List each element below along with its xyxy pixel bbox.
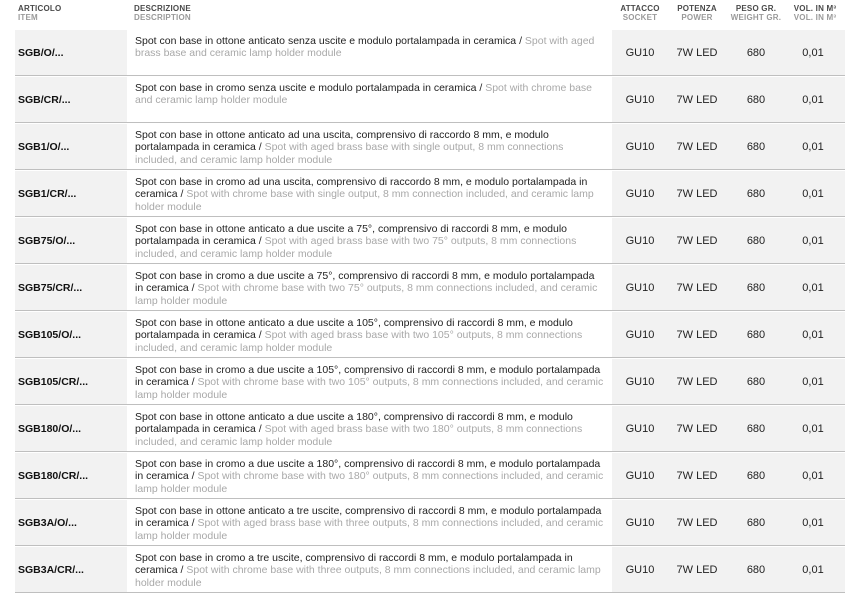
item-socket: GU10 xyxy=(625,564,655,576)
item-code: SGB3A/CR/... xyxy=(18,564,84,576)
item-description xyxy=(135,223,605,260)
header-desc-it: DESCRIZIONE xyxy=(134,4,191,13)
item-description xyxy=(135,505,605,542)
header-weight-it: PESO GR. xyxy=(735,4,777,13)
item-weight: 680 xyxy=(746,141,766,153)
item-volume: 0,01 xyxy=(802,423,824,435)
item-volume: 0,01 xyxy=(802,47,824,59)
description-italian: Spot con base in cromo a due uscite a 75°, comprensivo di raccordi 8 mm, e modulo portalampada in ceramica / xyxy=(135,270,595,295)
row-divider xyxy=(15,451,845,452)
item-code: SGB180/CR/... xyxy=(18,470,89,482)
item-socket: GU10 xyxy=(625,235,655,247)
item-description xyxy=(135,270,605,307)
item-volume: 0,01 xyxy=(802,94,824,106)
item-code: SGB1/O/... xyxy=(18,141,70,153)
table-row xyxy=(0,171,845,217)
header-socket-en: SOCKET xyxy=(622,13,658,22)
item-socket: GU10 xyxy=(625,470,655,482)
item-code: SGB75/O/... xyxy=(18,235,76,247)
item-code: SGB105/O/... xyxy=(18,329,82,341)
item-weight: 680 xyxy=(746,423,766,435)
item-description xyxy=(135,552,605,589)
item-power: 7W LED xyxy=(676,376,718,388)
item-weight: 680 xyxy=(746,282,766,294)
header-desc-en: DESCRIPTION xyxy=(134,13,191,22)
header-description xyxy=(134,4,191,22)
table-row xyxy=(0,218,845,264)
item-description xyxy=(135,82,605,107)
table-row xyxy=(0,359,845,405)
description-italian: Spot con base in ottone anticato a due uscite a 75°, comprensivo di raccordi 8 mm, e modulo portalampada in ceramica / xyxy=(135,223,568,248)
item-power: 7W LED xyxy=(676,423,718,435)
header-vol-it: VOL. IN M³ xyxy=(793,4,837,13)
table-row xyxy=(0,406,845,452)
item-power: 7W LED xyxy=(676,470,718,482)
item-socket: GU10 xyxy=(625,517,655,529)
item-power: 7W LED xyxy=(676,564,718,576)
description-english: Spot with aged brass base with two 75° outputs, 8 mm connections included, and ceramic lamp holder module xyxy=(135,235,577,260)
header-item-en: ITEM xyxy=(18,13,38,22)
header-item-it: ARTICOLO xyxy=(18,4,62,13)
item-socket: GU10 xyxy=(625,141,655,153)
row-divider xyxy=(15,310,845,311)
table-row xyxy=(0,547,845,593)
item-power: 7W LED xyxy=(676,47,718,59)
description-english: Spot with aged brass base with two 105° outputs, 8 mm connections included, and ceramic lamp holder module xyxy=(135,329,583,354)
item-power: 7W LED xyxy=(676,141,718,153)
description-italian: Spot con base in ottone anticato senza uscite e modulo portalampada in ceramica / xyxy=(135,35,522,47)
item-code: SGB180/O/... xyxy=(18,423,82,435)
row-divider xyxy=(15,404,845,405)
item-power: 7W LED xyxy=(676,517,718,529)
item-description xyxy=(135,364,605,401)
item-socket: GU10 xyxy=(625,47,655,59)
description-english: Spot with chrome base with two 75° outputs, 8 mm connections included, and ceramic lamp holder module xyxy=(135,282,598,307)
item-power: 7W LED xyxy=(676,188,718,200)
item-volume: 0,01 xyxy=(802,517,824,529)
item-code: SGB3A/O/... xyxy=(18,517,77,529)
item-description xyxy=(135,317,605,354)
item-power: 7W LED xyxy=(676,282,718,294)
description-english: Spot with aged brass base with single output, 8 mm connections included, and ceramic lamp holder module xyxy=(135,141,564,166)
description-english: Spot with aged brass base with two 180° outputs, 8 mm connections included, and ceramic lamp holder module xyxy=(135,423,583,448)
item-volume: 0,01 xyxy=(802,470,824,482)
item-weight: 680 xyxy=(746,47,766,59)
description-italian: Spot con base in cromo senza uscite e modulo portalampada in ceramica / xyxy=(135,82,483,94)
item-power: 7W LED xyxy=(676,329,718,341)
item-code: SGB75/CR/... xyxy=(18,282,83,294)
description-english: Spot with chrome base and ceramic lamp holder module xyxy=(135,82,593,107)
item-description xyxy=(135,458,605,495)
item-code: SGB105/CR/... xyxy=(18,376,89,388)
item-code: SGB/CR/... xyxy=(18,94,71,106)
item-code: SGB1/CR/... xyxy=(18,188,77,200)
table-header xyxy=(0,0,845,30)
item-socket: GU10 xyxy=(625,423,655,435)
item-socket: GU10 xyxy=(625,94,655,106)
table-row xyxy=(0,312,845,358)
table-row xyxy=(0,77,845,123)
item-volume: 0,01 xyxy=(802,564,824,576)
item-power: 7W LED xyxy=(676,235,718,247)
row-divider xyxy=(15,75,845,76)
description-english: Spot with chrome base with three outputs, 8 mm connections included, and ceramic lamp holder module xyxy=(135,564,601,589)
description-italian: Spot con base in ottone anticato a due uscite a 105°, comprensivo di raccordi 8 mm, e modulo portalampada in ceramica / xyxy=(135,317,573,342)
table-row xyxy=(0,124,845,170)
item-volume: 0,01 xyxy=(802,329,824,341)
header-power-it: POTENZA xyxy=(677,4,717,13)
item-description xyxy=(135,35,605,60)
table-row xyxy=(0,500,845,546)
row-divider xyxy=(15,122,845,123)
item-description xyxy=(135,176,605,213)
description-english: Spot with aged brass base and ceramic lamp holder module xyxy=(135,35,595,60)
item-weight: 680 xyxy=(746,470,766,482)
description-italian: Spot con base in cromo a due uscite a 105°, comprensivo di raccordi 8 mm, e modulo portalampada in ceramica / xyxy=(135,364,601,389)
item-socket: GU10 xyxy=(625,376,655,388)
item-weight: 680 xyxy=(746,329,766,341)
description-english: Spot with chrome base with two 180° outputs, 8 mm connections included, and ceramic lamp holder module xyxy=(135,470,604,495)
item-socket: GU10 xyxy=(625,329,655,341)
description-english: Spot with chrome base with two 105° outputs, 8 mm connections included, and ceramic lamp holder module xyxy=(135,376,604,401)
table-row xyxy=(0,453,845,499)
header-volume xyxy=(775,4,845,22)
header-weight-en: WEIGHT GR. xyxy=(730,13,782,22)
row-divider xyxy=(15,545,845,546)
row-divider xyxy=(15,498,845,499)
description-italian: Spot con base in cromo a tre uscite, comprensivo di raccordi 8 mm, e modulo portalampada in ceramica / xyxy=(135,552,573,577)
item-description xyxy=(135,129,605,166)
item-socket: GU10 xyxy=(625,188,655,200)
item-description xyxy=(135,411,605,448)
header-item xyxy=(18,4,61,22)
item-volume: 0,01 xyxy=(802,235,824,247)
description-english: Spot with aged brass base with three outputs, 8 mm connections included, and ceramic lamp holder module xyxy=(135,517,604,542)
row-divider xyxy=(15,263,845,264)
item-volume: 0,01 xyxy=(802,188,824,200)
item-volume: 0,01 xyxy=(802,141,824,153)
item-volume: 0,01 xyxy=(802,282,824,294)
item-weight: 680 xyxy=(746,94,766,106)
item-weight: 680 xyxy=(746,517,766,529)
description-italian: Spot con base in cromo a due uscite a 180°, comprensivo di raccordi 8 mm, e modulo portalampada in ceramica / xyxy=(135,458,601,483)
description-english: Spot with chrome base with single output, 8 mm connection included, and ceramic lamp holder module xyxy=(135,188,594,213)
item-socket: GU10 xyxy=(625,282,655,294)
row-divider xyxy=(15,216,845,217)
description-italian: Spot con base in ottone anticato a tre uscite, comprensivo di raccordi 8 mm, e modulo portalampada in ceramica / xyxy=(135,505,602,530)
header-socket-it: ATTACCO xyxy=(620,4,660,13)
table-row xyxy=(0,265,845,311)
description-italian: Spot con base in ottone anticato a due uscite a 180°, comprensivo di raccordi 8 mm, e modulo portalampada in ceramica / xyxy=(135,411,573,436)
item-weight: 680 xyxy=(746,188,766,200)
header-power-en: POWER xyxy=(681,13,713,22)
item-power: 7W LED xyxy=(676,94,718,106)
row-divider xyxy=(15,169,845,170)
table-row xyxy=(0,30,845,76)
item-weight: 680 xyxy=(746,564,766,576)
row-divider xyxy=(15,357,845,358)
item-weight: 680 xyxy=(746,376,766,388)
header-vol-en: VOL. IN M³ xyxy=(793,13,837,22)
item-weight: 680 xyxy=(746,235,766,247)
item-volume: 0,01 xyxy=(802,376,824,388)
description-italian: Spot con base in ottone anticato ad una uscita, comprensivo di raccordo 8 mm, e modulo portalampada in ceramica / xyxy=(135,129,549,154)
item-code: SGB/O/... xyxy=(18,47,64,59)
description-italian: Spot con base in cromo ad una uscita, comprensivo di raccordo 8 mm, e modulo portalampada in ceramica / xyxy=(135,176,588,201)
